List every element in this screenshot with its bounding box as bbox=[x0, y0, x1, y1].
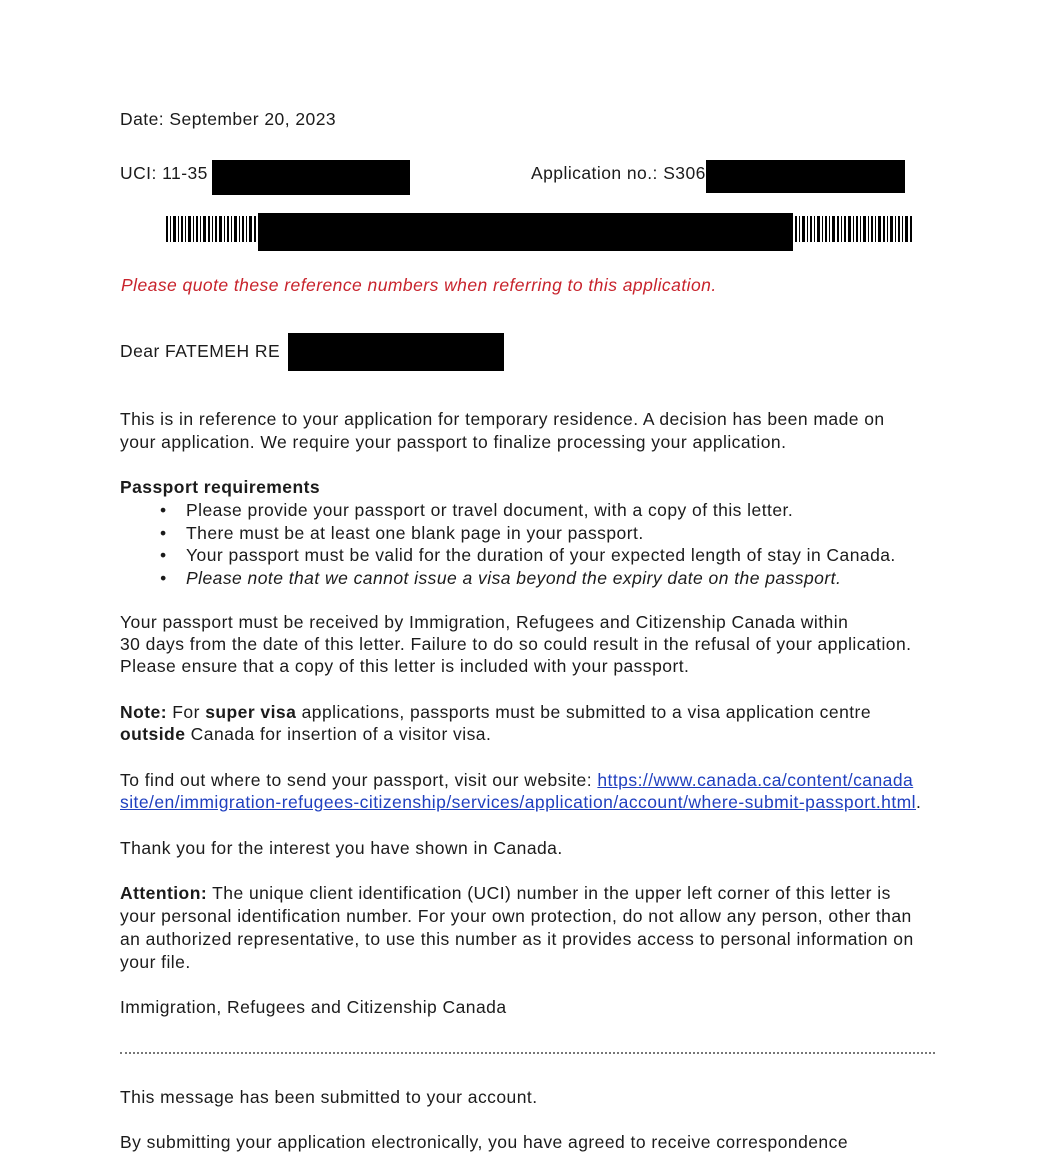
barcode-redaction bbox=[258, 213, 793, 251]
application-number-redaction bbox=[706, 160, 905, 193]
list-item: • Please provide your passport or travel document, with a copy of this letter. bbox=[160, 499, 896, 522]
attention-line-3: an authorized representative, to use this number as it provides access to personal information on bbox=[120, 929, 914, 949]
note-text: For bbox=[166, 702, 206, 722]
dotted-divider bbox=[120, 1052, 935, 1054]
attention-label: Attention: bbox=[120, 883, 208, 903]
name-redaction bbox=[288, 333, 504, 371]
date-label: Date: bbox=[120, 109, 165, 129]
barcode-right bbox=[795, 216, 913, 242]
reference-note: Please quote these reference numbers when referring to this application. bbox=[121, 275, 717, 295]
list-item: • There must be at least one blank page in your passport. bbox=[160, 522, 896, 545]
attention-line-4: your file. bbox=[120, 952, 191, 972]
list-item: • Please note that we cannot issue a visa beyond the expiry date on the passport. bbox=[160, 567, 896, 590]
submitted-message: This message has been submitted to your account. bbox=[120, 1087, 538, 1107]
thanks-line: Thank you for the interest you have shown in Canada. bbox=[120, 838, 563, 858]
passport-submission-link-continued[interactable]: site/en/immigration-refugees-citizenship/services/application/account/where-submit-passport.html bbox=[120, 792, 917, 812]
note-super-visa: super visa bbox=[205, 702, 297, 722]
application-number-value: S306 bbox=[663, 163, 706, 183]
attention-line-1 bbox=[120, 883, 891, 904]
website-line-1 bbox=[120, 770, 913, 791]
note-outside: outside bbox=[120, 724, 186, 744]
date-value: September 20, 2023 bbox=[169, 109, 337, 129]
note-label: Note: bbox=[120, 702, 167, 722]
receipt-line-3: Please ensure that a copy of this letter is included with your passport. bbox=[120, 656, 690, 676]
electronic-note: By submitting your application electronically, you have agreed to receive correspondence bbox=[120, 1132, 848, 1152]
signature: Immigration, Refugees and Citizenship Canada bbox=[120, 997, 507, 1017]
website-line-2 bbox=[120, 792, 921, 813]
note-text: applications, passports must be submitted to a visa application centre bbox=[296, 702, 872, 722]
note-line-2 bbox=[120, 724, 491, 745]
note-line-1 bbox=[120, 702, 871, 723]
greeting-prefix: Dear bbox=[120, 341, 160, 361]
date-line bbox=[120, 109, 336, 130]
receipt-line-1: Your passport must be received by Immigration, Refugees and Citizenship Canada within bbox=[120, 612, 849, 632]
greeting-name: FATEMEH RE bbox=[165, 341, 281, 361]
receipt-line-2: 30 days from the date of this letter. Failure to do so could result in the refusal of your application. bbox=[120, 634, 912, 654]
passport-requirements-list bbox=[160, 499, 896, 589]
uci-line bbox=[120, 163, 208, 184]
attention-line-2: your personal identification number. For your own protection, do not allow any person, other than bbox=[120, 906, 912, 926]
attention-text: The unique client identification (UCI) number in the upper left corner of this letter is bbox=[207, 883, 891, 903]
passport-requirements-heading: Passport requirements bbox=[120, 477, 321, 497]
uci-redaction bbox=[212, 160, 410, 195]
note-text: Canada for insertion of a visitor visa. bbox=[185, 724, 492, 744]
greeting bbox=[120, 341, 280, 362]
barcode-left bbox=[166, 216, 258, 242]
list-item: • Your passport must be valid for the duration of your expected length of stay in Canada. bbox=[160, 544, 896, 567]
intro-paragraph: This is in reference to your application for temporary residence. A decision has been made on your application. We require your passport to finalize processing your application. bbox=[120, 409, 885, 452]
uci-label: UCI: bbox=[120, 163, 157, 183]
passport-submission-link[interactable]: https://www.canada.ca/content/canada bbox=[597, 770, 914, 790]
uci-value: 11-35 bbox=[162, 163, 208, 183]
website-end: . bbox=[916, 792, 922, 812]
application-number-label: Application no.: bbox=[531, 163, 658, 183]
website-text: To find out where to send your passport, visit our website: bbox=[120, 770, 598, 790]
application-number-line bbox=[531, 163, 706, 184]
